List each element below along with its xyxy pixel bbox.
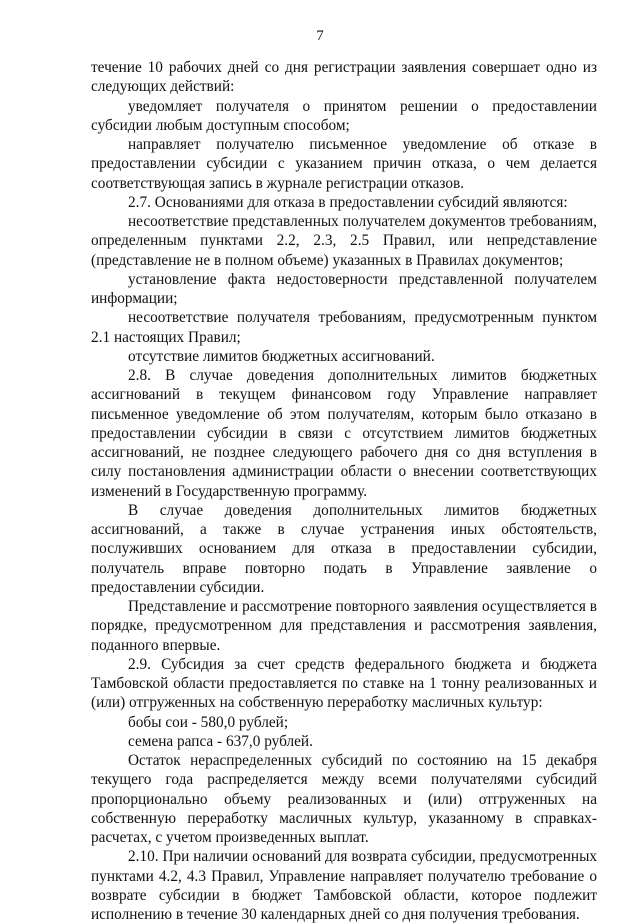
paragraph: несоответствие получателя требованиям, предусмотренным пунктом 2.1 настоящих Правил; (91, 309, 597, 346)
paragraph: несоответствие представленных получателем документов требованиям, определенным пунктами 2.2, 2.3, 2.5 Правил, или непредставление (представление не в полном объеме) указанных в Правилах документов; (91, 213, 597, 269)
paragraph: 2.10. При наличии оснований для возврата субсидии, предусмотренных пунктами 4.2, 4.3 Правил, Управление направляет получателю требование о возврате субсидии в бюджет Тамбовской области, которое подлежит исполнению в течение 30 календарных дней со дня получения требования. (91, 848, 597, 923)
paragraph: направляет получателю письменное уведомление об отказе в предоставлении субсидии с указанием причин отказа, о чем делается соответствующая запись в журнале регистрации отказов. (91, 136, 597, 192)
paragraph: бобы сои - 580,0 рублей; (128, 713, 289, 731)
paragraph: 2.9. Субсидия за счет средств федерального бюджета и бюджета Тамбовской области предоставляется по ставке на 1 тонну реализованных и (или) отгруженных на собственную переработку масличных культур: (91, 655, 597, 712)
paragraph: течение 10 рабочих дней со дня регистрации заявления совершает одно из следующих действий: (91, 59, 597, 96)
paragraph: семена рапса - 637,0 рублей. (128, 732, 313, 750)
paragraph: отсутствие лимитов бюджетных ассигнований. (128, 347, 435, 365)
paragraph: В случае доведения дополнительных лимитов бюджетных ассигнований, а также в случае устранения иных обстоятельств, послуживших основанием для отказа в предоставлении субсидии, получатель вправе повторно подать в Управление заявление о предоставлении субсидии. (91, 501, 597, 596)
document-body (91, 58, 597, 924)
paragraph: Представление и рассмотрение повторного заявления осуществляется в порядке, предусмотренном для представления и рассмотрения заявления, поданного впервые. (91, 598, 597, 654)
paragraph: 2.7. Основаниями для отказа в предоставлении субсидий являются: (128, 193, 568, 211)
page-number: 7 (316, 28, 324, 44)
paragraph: Остаток нераспределенных субсидий по состоянию на 15 декабря текущего года распределяется между всеми получателями субсидий пропорционально объему реализованных и (или) отгруженных на собственную переработку масличных культур, указанному в справках-расчетах, с учетом произведенных выплат. (91, 752, 597, 846)
paragraph: установление факта недостоверности представленной получателем информации; (91, 270, 597, 307)
paragraph: уведомляет получателя о принятом решении о предоставлении субсидии любым доступным способом; (91, 97, 597, 134)
paragraph: 2.8. В случае доведения дополнительных лимитов бюджетных ассигнований в текущем финансовом году Управление направляет письменное уведомление об этом получателям, которым было отказано в предоставлении субсидии в связи с отсутствием лимитов бюджетных ассигнований, не позднее следующего рабочего дня со дня вступления в силу постановления администрации области о внесении соответствующих изменений в Государственную программу. (91, 367, 597, 500)
